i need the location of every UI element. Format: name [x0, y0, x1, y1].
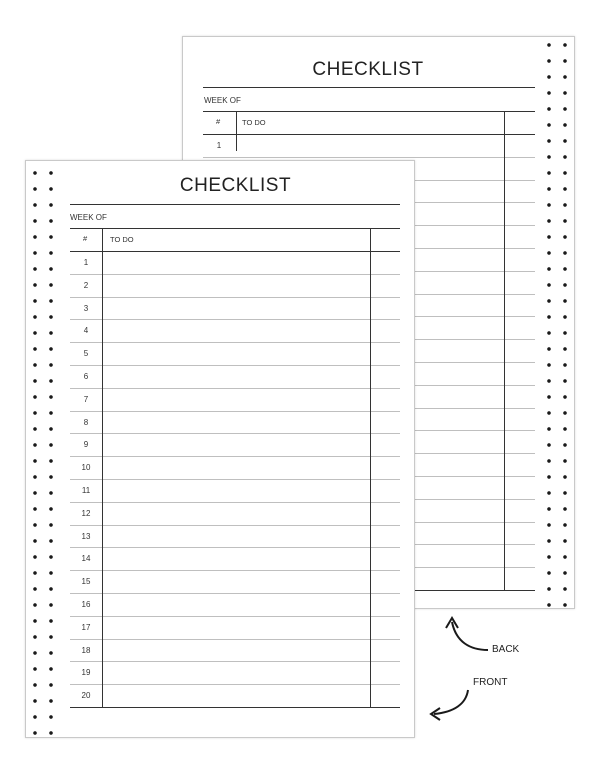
row-number: 13	[81, 531, 91, 541]
column-header-number: #	[83, 234, 88, 243]
row-rule	[203, 157, 535, 158]
row-number: 19	[81, 668, 91, 678]
row-rule	[70, 661, 400, 662]
row-rule	[70, 593, 400, 594]
row-rule	[70, 411, 400, 412]
page-title: CHECKLIST	[179, 175, 292, 196]
row-rule	[70, 274, 400, 275]
row-number: 20	[81, 691, 91, 701]
polka-dot-border	[540, 37, 574, 608]
row-number: 4	[83, 326, 89, 336]
row-number: 8	[83, 417, 89, 427]
number-column-divider	[102, 228, 103, 708]
row-rule	[70, 297, 400, 298]
row-number: 17	[81, 622, 91, 632]
row-rule	[70, 319, 400, 320]
front-page	[25, 160, 415, 738]
week-of-rule	[203, 111, 535, 112]
title-rule	[203, 87, 535, 88]
page-title: CHECKLIST	[312, 59, 424, 80]
row-number: 18	[81, 645, 91, 655]
row-number: 6	[83, 372, 89, 381]
row-number: 14	[81, 554, 91, 564]
row-rule	[70, 365, 400, 366]
column-header-number: #	[216, 117, 221, 126]
title-rule	[70, 204, 400, 205]
front-label: FRONT	[473, 677, 508, 688]
table-bottom-rule	[70, 707, 400, 708]
week-of-label: WEEK OF	[204, 96, 241, 105]
row-number: 9	[83, 440, 89, 450]
row-number: 3	[83, 303, 89, 313]
row-number: 16	[81, 600, 91, 609]
row-number: 7	[83, 394, 89, 404]
row-rule	[70, 570, 400, 571]
header-rule	[203, 134, 535, 135]
number-column-divider	[236, 111, 237, 151]
row-rule	[70, 479, 400, 480]
check-column-divider	[504, 111, 505, 591]
week-of-rule	[70, 228, 400, 229]
polka-dot-border	[26, 161, 60, 737]
row-number: 15	[81, 577, 91, 587]
back-label: BACK	[492, 644, 520, 655]
row-rule	[70, 388, 400, 389]
row-number: 10	[81, 463, 91, 473]
row-rule	[70, 684, 400, 685]
header-rule	[70, 251, 400, 252]
row-number: 5	[83, 349, 89, 359]
row-number: 1	[83, 258, 89, 267]
week-of-label: WEEK OF	[70, 213, 107, 222]
row-rule	[70, 525, 400, 526]
front-arrow-icon	[426, 688, 486, 728]
row-number: 2	[83, 280, 89, 290]
row-number: 11	[81, 486, 91, 495]
column-header-todo: TO DO	[110, 235, 134, 244]
row-rule	[70, 639, 400, 640]
column-header-todo: TO DO	[242, 118, 266, 127]
row-number: 12	[81, 508, 91, 518]
row-rule	[70, 502, 400, 503]
check-column-divider	[370, 228, 371, 708]
row-rule	[70, 547, 400, 548]
row-rule	[70, 456, 400, 457]
row-rule	[70, 616, 400, 617]
row-rule	[70, 342, 400, 343]
row-number: 1	[216, 141, 222, 150]
row-rule	[70, 433, 400, 434]
